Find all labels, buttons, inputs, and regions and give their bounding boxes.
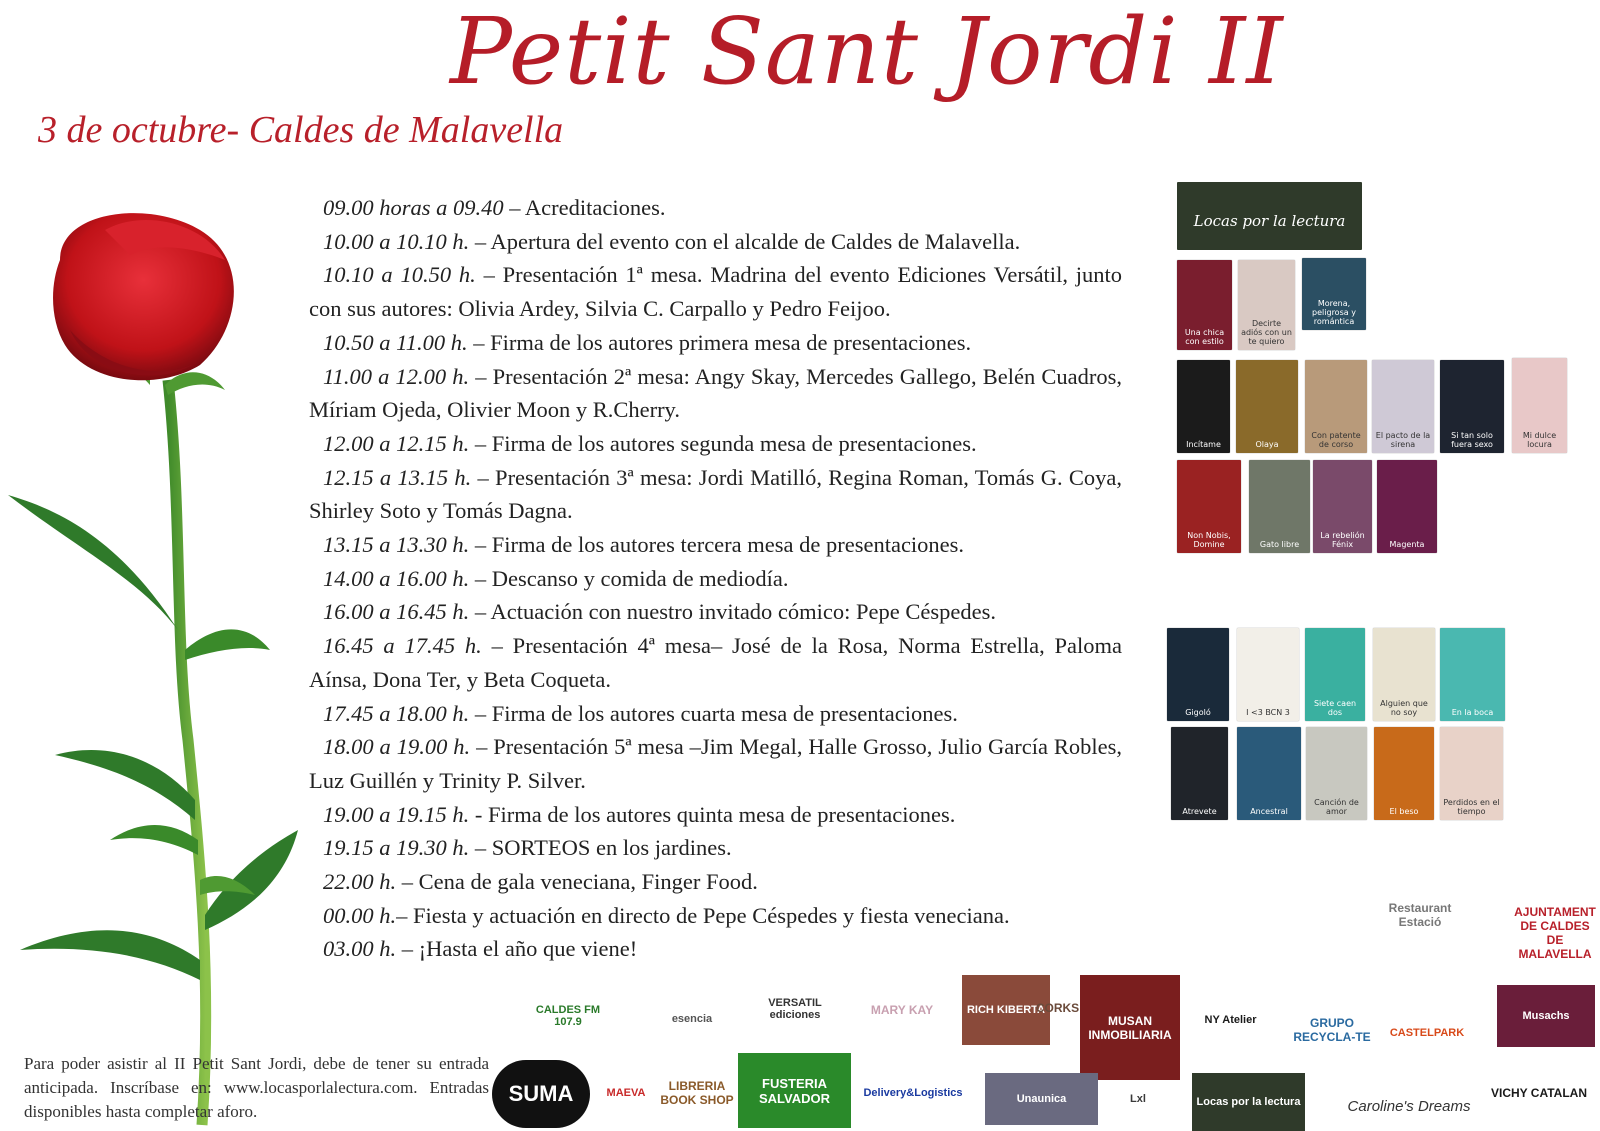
sponsor-logo-label: Musachs (1522, 1010, 1570, 1022)
sponsor-logo-label: CASTELPARK (1389, 1026, 1465, 1039)
book-title: Decirte adiós con un te quiero (1241, 319, 1292, 346)
schedule-time: 11.00 a 12.00 h. (323, 363, 470, 389)
book-title: El pacto de la sirena (1375, 431, 1431, 449)
ticket-note: Para poder asistir al II Petit Sant Jordi, debe de tener su entrada anticipada. Inscríbase en: www.locasporlalectura.com. Entradas disponibles hasta completar aforo. (24, 1054, 489, 1121)
schedule-time: 10.50 a 11.00 h. (323, 329, 468, 355)
schedule-text: – ¡Hasta el año que viene! (396, 936, 638, 962)
sponsor-logo (1514, 890, 1596, 975)
schedule-item (309, 562, 1122, 596)
schedule-time: 09.00 horas a 09.40 (323, 195, 504, 220)
book-title: Siete caen dos (1313, 699, 1357, 717)
sponsor-logo (1030, 970, 1085, 1045)
schedule-item (309, 595, 1122, 629)
sponsor-logo (858, 1058, 968, 1128)
schedule-item (309, 360, 1122, 427)
schedule-item (309, 528, 1122, 562)
schedule-item (309, 899, 1122, 933)
sponsor-logo-label: Lxl (1130, 1093, 1146, 1105)
sponsor-logo-label: NY Atelier (1204, 1014, 1257, 1026)
schedule-list (309, 191, 1122, 966)
book-cover (1313, 460, 1372, 553)
sponsor-logo (985, 1073, 1098, 1125)
schedule-time: 14.00 a 16.00 h. (323, 565, 470, 591)
book-cover (1237, 628, 1299, 721)
schedule-time: 18.00 a 19.00 h. (323, 734, 471, 760)
sponsor-logo-label: CORKS (1035, 1000, 1080, 1015)
book-title: La rebelión Fénix (1320, 531, 1365, 549)
sponsor-logo (755, 978, 835, 1040)
schedule-text: – Firma de los autores segunda mesa de presentaciones. (469, 430, 977, 456)
book-title: Magenta (1389, 540, 1425, 549)
schedule-time: 03.00 h. (323, 936, 397, 962)
book-title: En la boca (1451, 708, 1494, 717)
book-title: Olaya (1255, 440, 1279, 449)
schedule-item (309, 225, 1122, 259)
book-cover (1177, 460, 1241, 553)
sponsor-logo (1080, 975, 1180, 1080)
book-title: Gigoló (1185, 708, 1211, 717)
sponsor-logo-label: SUMA (508, 1081, 574, 1106)
book-cover (1249, 460, 1310, 553)
schedule-time: 10.10 a 10.50 h. (323, 262, 476, 288)
sponsor-logo-label: MUSAN INMOBILIARIA (1088, 1013, 1172, 1042)
book-title: Si tan solo fuera sexo (1451, 431, 1493, 449)
book-cover (1171, 727, 1228, 820)
schedule-item (309, 629, 1122, 696)
schedule-text: – Fiesta y actuación en directo de Pepe Céspedes y fiesta veneciana. (396, 902, 1010, 928)
sponsor-logo (1497, 985, 1595, 1047)
sponsor-logo-label: LIBRERIA BOOK SHOP (660, 1078, 734, 1107)
book-cover (1440, 360, 1504, 453)
book-cover (1302, 258, 1366, 330)
page-title: Petit Sant Jordi II (450, 0, 1284, 105)
sponsor-logo (1387, 1005, 1467, 1060)
sponsor-logo-label: MARY KAY (870, 1003, 934, 1017)
sponsor-logo-label: esencia (671, 1013, 713, 1025)
sponsor-logo (848, 970, 956, 1050)
book-cover (1306, 727, 1367, 820)
sponsor-logo (1108, 1070, 1168, 1128)
book-title: Non Nobis, Domine (1187, 531, 1231, 549)
book-title: Mi dulce locura (1522, 431, 1557, 449)
book-title: Gato libre (1259, 540, 1300, 549)
sponsor-logo (1187, 990, 1274, 1050)
book-cover (1167, 628, 1229, 721)
book-title: El beso (1389, 807, 1419, 816)
book-title: Incítame (1186, 440, 1221, 449)
schedule-item (309, 697, 1122, 731)
sponsor-logo (522, 985, 614, 1047)
book-cover (1177, 260, 1232, 350)
sponsor-logo (1192, 1073, 1305, 1131)
sponsor-logo-label: RICH KIBERTA (966, 1004, 1045, 1016)
book-title: Alguien que no soy (1380, 699, 1428, 717)
sponsor-logo (598, 1060, 654, 1125)
sponsor-logo-label: MAEVA (606, 1086, 646, 1099)
schedule-text: – Firma de los autores primera mesa de presentaciones. (467, 329, 972, 355)
sponsor-logo-label: Locas por la lectura (1196, 1096, 1301, 1108)
book-cover (1440, 727, 1503, 820)
sponsor-logo-label: AJUNTAMENT DE CALDES DE MALAVELLA (1514, 904, 1596, 961)
schedule-text: – Apertura del evento con el alcalde de Caldes de Malavella. (469, 228, 1021, 254)
book-title: Con patente de corso (1311, 431, 1361, 449)
schedule-text: – Cena de gala veneciana, Finger Food. (396, 869, 758, 895)
schedule-text: – Presentación 5ª mesa –Jim Megal, Halle Grosso, Julio García Robles, Luz Guillén y Trinity P. Silver. (309, 734, 1123, 793)
schedule-text: – Firma de los autores tercera mesa de presentaciones. (469, 532, 965, 558)
sponsor-logo (640, 1000, 744, 1038)
schedule-text: – Acreditaciones. (503, 195, 666, 220)
schedule-time: 19.15 a 19.30 h. (323, 835, 470, 861)
book-title: Perdidos en el tiempo (1443, 798, 1500, 816)
schedule-text: – Presentación 2ª mesa: Angy Skay, Mercedes Gallego, Belén Cuadros, Míriam Ojeda, Olivier Moon y R.Cherry. (309, 363, 1122, 423)
book-title: Ancestral (1250, 807, 1288, 816)
sponsor-logo-label: GRUPO RECYCLA-TE (1293, 1016, 1371, 1044)
book-cover (1377, 460, 1437, 553)
book-cover (1237, 727, 1301, 820)
schedule-text: - Firma de los autores quinta mesa de presentaciones. (469, 801, 956, 827)
book-cover (1236, 360, 1298, 453)
book-cover (1177, 360, 1230, 453)
book-cover (1372, 360, 1434, 453)
schedule-time: 16.45 a 17.45 h. (323, 633, 482, 659)
rose-illustration (0, 180, 300, 1125)
sponsor-logo (1287, 985, 1377, 1075)
sponsor-logo (658, 1055, 736, 1130)
sponsor-logo (738, 1053, 851, 1128)
schedule-item (309, 932, 1122, 966)
book-cover (1305, 360, 1367, 453)
schedule-item (309, 326, 1122, 360)
schedule-item (309, 191, 1122, 225)
schedule-text: – Presentación 4ª mesa– José de la Rosa, Norma Estrella, Paloma Aínsa, Dona Ter, y Beta Coqueta. (309, 633, 1123, 692)
schedule-item (309, 427, 1122, 461)
sponsor-logo-label: Delivery&Logistics (863, 1087, 963, 1099)
sponsor-logo-label: FUSTERIA SALVADOR (758, 1075, 831, 1106)
sponsor-logo-label: Unaunica (1016, 1093, 1067, 1105)
sponsor-logo-label: CALDES FM 107.9 (535, 1004, 601, 1028)
schedule-time: 19.00 a 19.15 h. (323, 801, 470, 827)
schedule-item (309, 865, 1122, 899)
book-title: Una chica con estilo (1184, 328, 1225, 346)
schedule-time: 16.00 a 16.45 h. (323, 599, 470, 625)
book-cover (1512, 358, 1567, 453)
sponsor-logo-label: VICHY CATALAN (1491, 1085, 1587, 1100)
sponsor-logo-label: Caroline's Dreams (1347, 1097, 1471, 1115)
schedule-item (309, 798, 1122, 832)
schedule-text: – Actuación con nuestro invitado cómico: Pepe Céspedes. (469, 599, 997, 625)
schedule-item (309, 831, 1122, 865)
book-title: Atrevete (1182, 807, 1217, 816)
book-title: I <3 BCN 3 (1246, 708, 1290, 717)
schedule-time: 17.45 a 18.00 h. (323, 700, 470, 726)
sponsor-logo (1338, 1083, 1480, 1129)
book-cover (1440, 628, 1505, 721)
schedule-time: 22.00 h. (323, 869, 397, 895)
schedule-time: 12.15 a 13.15 h. (323, 464, 472, 490)
book-cover (1238, 260, 1295, 350)
schedule-time: 12.00 a 12.15 h. (323, 430, 470, 456)
sponsor-logo (1490, 1055, 1588, 1130)
schedule-text: – Descanso y comida de mediodía. (469, 565, 789, 591)
schedule-text: – Presentación 1ª mesa. Madrina del evento Ediciones Versátil, junto con sus autores: Olivia Ardey, Silvia C. Carpallo y Pedro Feijoo. (309, 262, 1122, 322)
schedule-text: – Presentación 3ª mesa: Jordi Matilló, Regina Roman, Tomás G. Coya, Shirley Soto y Tomás Dagna. (309, 464, 1122, 524)
event-subtitle: 3 de octubre- Caldes de Malavella (38, 109, 564, 151)
book-cover (1305, 628, 1365, 721)
sponsor-logo (492, 1060, 590, 1128)
schedule-text: – SORTEOS en los jardines. (469, 835, 732, 861)
book-title: Canción de amor (1314, 798, 1359, 816)
schedule-time: 10.00 a 10.10 h. (323, 228, 470, 254)
schedule-time: 13.15 a 13.30 h. (323, 532, 470, 558)
locas-banner (1177, 182, 1362, 250)
schedule-text: – Firma de los autores cuarta mesa de presentaciones. (469, 700, 958, 726)
schedule-item (309, 258, 1122, 325)
locas-banner-label: Locas por la lectura (1193, 212, 1346, 230)
schedule-time: 00.00 h. (323, 902, 397, 928)
schedule-item (309, 461, 1122, 528)
book-cover (1373, 628, 1435, 721)
sponsor-logo (1370, 870, 1470, 960)
sponsor-logo-label: VERSATIL ediciones (768, 997, 822, 1021)
schedule-item (309, 730, 1122, 797)
book-title: Morena, peligrosa y romántica (1312, 299, 1356, 326)
book-cover (1374, 727, 1434, 820)
sponsor-logo-label: Restaurant Estació (1388, 901, 1452, 929)
